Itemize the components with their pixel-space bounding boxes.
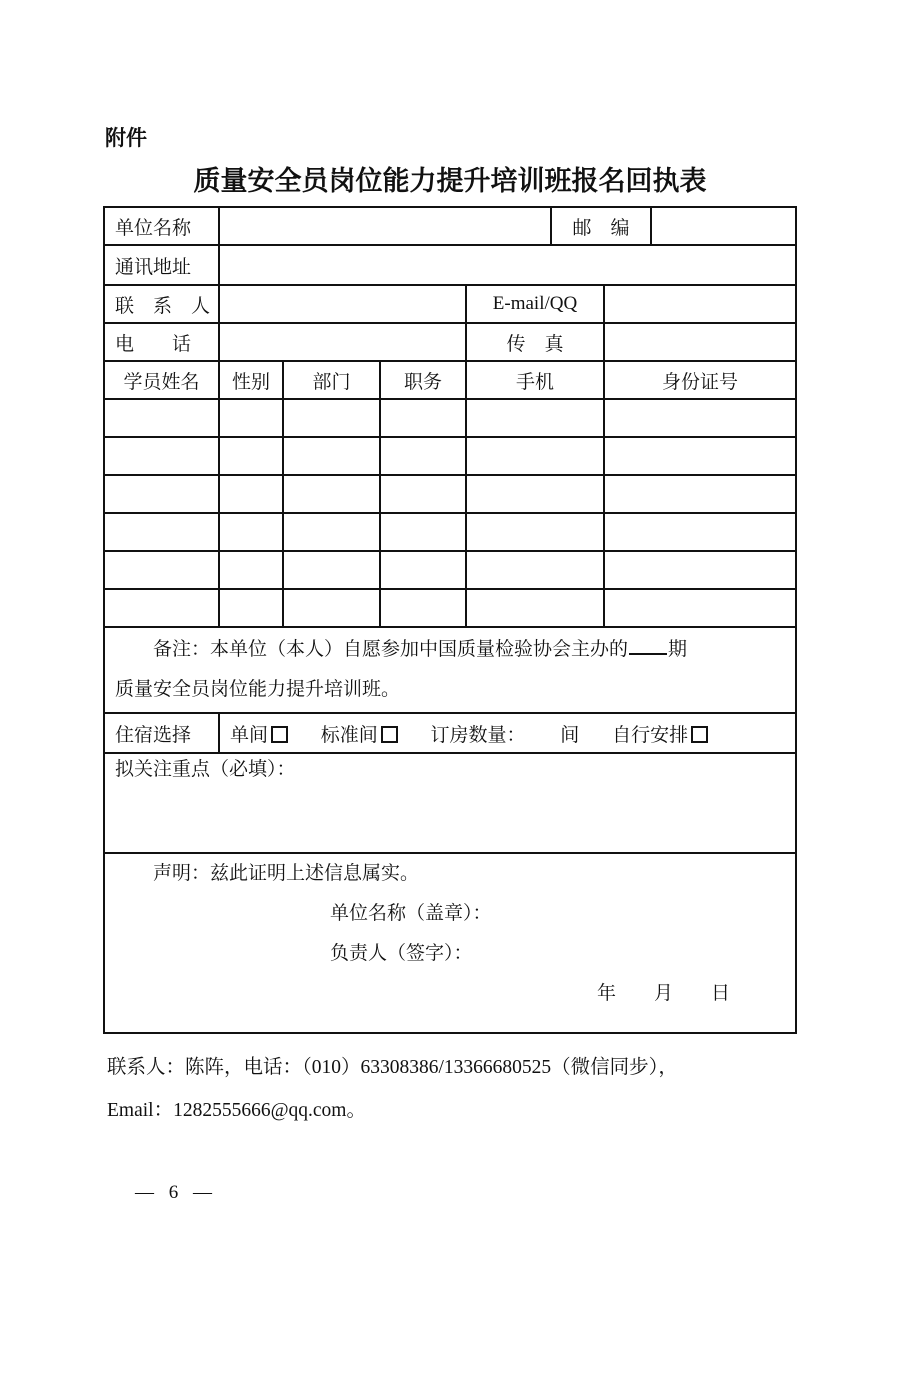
attendee-row	[104, 513, 796, 551]
remark-text-line2: 质量安全员岗位能力提升培训班。	[115, 679, 401, 700]
attendee-position-cell[interactable]	[380, 437, 466, 475]
postal-code-input-cell[interactable]	[651, 207, 796, 245]
remark-row	[104, 627, 796, 713]
phone-row	[104, 323, 796, 361]
attendee-mobile-cell[interactable]	[466, 437, 604, 475]
postal-code-label: 邮 编	[551, 207, 651, 245]
unit-name-label: 单位名称	[104, 207, 219, 245]
attendee-department-cell[interactable]	[283, 589, 380, 627]
attendee-name-cell[interactable]	[104, 437, 219, 475]
phone-input-cell[interactable]	[219, 323, 466, 361]
attendee-header-row	[104, 361, 796, 399]
address-input-cell[interactable]	[219, 245, 796, 285]
column-header-name: 学员姓名	[104, 361, 219, 399]
attachment-label: 附件	[105, 126, 147, 150]
fax-input-cell[interactable]	[604, 323, 796, 361]
attendee-mobile-cell[interactable]	[466, 475, 604, 513]
attendee-id-cell[interactable]	[604, 437, 796, 475]
option-standard-room	[321, 725, 398, 746]
option-single-room	[230, 725, 288, 746]
attendee-department-cell[interactable]	[283, 551, 380, 589]
attendee-gender-cell[interactable]	[219, 513, 283, 551]
contact-person-row	[104, 285, 796, 323]
email-qq-label: E-mail/QQ	[466, 285, 604, 323]
attendee-id-cell[interactable]	[604, 399, 796, 437]
attendee-name-cell[interactable]	[104, 551, 219, 589]
attendee-name-cell[interactable]	[104, 589, 219, 627]
remark-prefix: 备注：本单位（本人）自愿参加中国质量检验协会主办的	[153, 639, 629, 660]
room-quantity-label: 订房数量：	[430, 724, 526, 746]
date-line: 年 月 日	[597, 983, 731, 1004]
remark-cell	[104, 627, 796, 713]
attendee-mobile-cell[interactable]	[466, 399, 604, 437]
contact-person-input-cell[interactable]	[219, 285, 466, 323]
attendee-gender-cell[interactable]	[219, 551, 283, 589]
option-self-arrange	[612, 725, 708, 746]
contact-person-label: 联 系 人	[104, 285, 219, 323]
contact-info-line2: Email：1282555666@qq.com。	[107, 1100, 366, 1121]
attendee-id-cell[interactable]	[604, 551, 796, 589]
lodging-row	[104, 713, 796, 753]
focus-input-cell[interactable]	[104, 753, 796, 853]
column-header-mobile: 手机	[466, 361, 604, 399]
column-header-position: 职务	[380, 361, 466, 399]
room-quantity-unit: 间	[560, 724, 580, 746]
attendee-name-cell[interactable]	[104, 475, 219, 513]
attendee-row	[104, 589, 796, 627]
attendee-gender-cell[interactable]	[219, 437, 283, 475]
attendee-id-cell[interactable]	[604, 475, 796, 513]
attendee-gender-cell[interactable]	[219, 399, 283, 437]
attendee-row	[104, 551, 796, 589]
focus-row	[104, 753, 796, 853]
standard-room-checkbox[interactable]	[381, 726, 398, 743]
registration-form-table	[103, 206, 797, 1034]
single-room-checkbox[interactable]	[271, 726, 288, 743]
attendee-row	[104, 399, 796, 437]
lodging-options-cell	[219, 713, 796, 753]
column-header-department: 部门	[283, 361, 380, 399]
attendee-position-cell[interactable]	[380, 475, 466, 513]
address-label: 通讯地址	[104, 245, 219, 285]
attendee-department-cell[interactable]	[283, 399, 380, 437]
attendee-position-cell[interactable]	[380, 399, 466, 437]
self-arrange-checkbox[interactable]	[691, 726, 708, 743]
attendee-department-cell[interactable]	[283, 475, 380, 513]
attendee-name-cell[interactable]	[104, 399, 219, 437]
attendee-gender-cell[interactable]	[219, 475, 283, 513]
standard-room-label: 标准间	[320, 724, 378, 746]
phone-label: 电 话	[104, 323, 219, 361]
attendee-mobile-cell[interactable]	[466, 513, 604, 551]
column-header-gender: 性别	[219, 361, 283, 399]
unit-seal-label: 单位名称（盖章）：	[330, 903, 492, 924]
page-title: 质量安全员岗位能力提升培训班报名回执表	[193, 166, 707, 196]
attendee-id-cell[interactable]	[604, 513, 796, 551]
attendee-id-cell[interactable]	[604, 589, 796, 627]
attendee-mobile-cell[interactable]	[466, 551, 604, 589]
lodging-label: 住宿选择	[104, 713, 219, 753]
attendee-position-cell[interactable]	[380, 589, 466, 627]
contact-info	[107, 1046, 900, 1132]
declaration-cell	[104, 853, 796, 1033]
attendee-department-cell[interactable]	[283, 513, 380, 551]
declaration-row	[104, 853, 796, 1033]
signature-label: 负责人（签字）：	[330, 943, 473, 964]
contact-info-line1: 联系人：陈阵，电话：（010）63308386/13366680525（微信同步），	[107, 1057, 678, 1078]
remark-suffix: 期	[668, 639, 688, 660]
attendee-row	[104, 437, 796, 475]
email-qq-input-cell[interactable]	[604, 285, 796, 323]
attendee-position-cell[interactable]	[380, 513, 466, 551]
address-row	[104, 245, 796, 285]
attendee-position-cell[interactable]	[380, 551, 466, 589]
attendee-gender-cell[interactable]	[219, 589, 283, 627]
single-room-label: 单间	[230, 724, 269, 746]
attendee-department-cell[interactable]	[283, 437, 380, 475]
session-number-blank[interactable]	[629, 636, 667, 655]
attendee-row	[104, 475, 796, 513]
self-arrange-label: 自行安排	[612, 724, 689, 746]
unit-name-input-cell[interactable]	[219, 207, 551, 245]
attendee-name-cell[interactable]	[104, 513, 219, 551]
fax-label: 传 真	[466, 323, 604, 361]
attendee-mobile-cell[interactable]	[466, 589, 604, 627]
focus-label: 拟关注重点（必填）：	[115, 759, 296, 780]
page-number: — 6 —	[135, 1182, 212, 1203]
remark-text-line1	[115, 630, 785, 670]
declaration-statement: 声明：兹此证明上述信息属实。	[153, 863, 420, 884]
column-header-id-number: 身份证号	[604, 361, 796, 399]
unit-name-row	[104, 207, 796, 245]
